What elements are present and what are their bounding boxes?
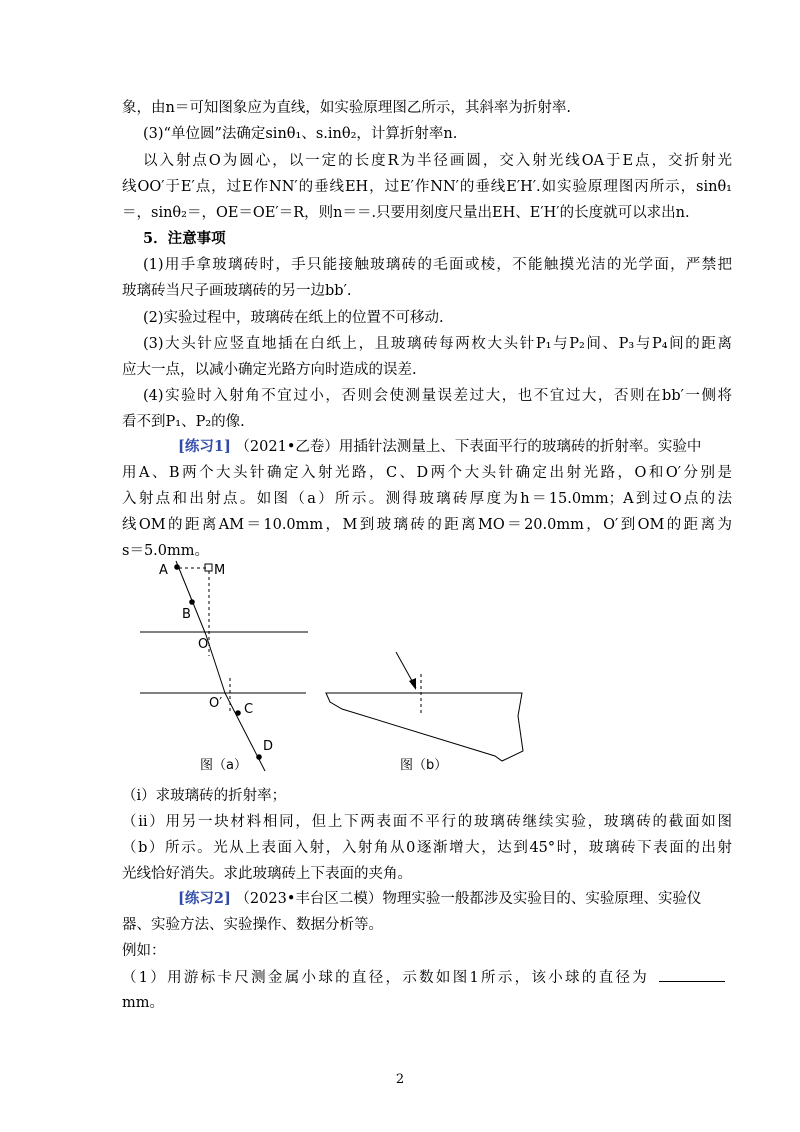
text-line: (1)用手拿玻璃砖时，手只能接触玻璃砖的毛面或棱，不能触摸光洁的光学面，严禁把	[143, 257, 732, 273]
text-line: 例如：	[122, 943, 166, 959]
pin-c	[235, 710, 241, 716]
text-line: （ⅰ）求玻璃砖的折射率；	[122, 788, 287, 804]
exercise-1-line	[178, 437, 732, 457]
text-line: 光线恰好消失。求此玻璃砖上下表面的夹角。	[122, 866, 412, 882]
arrow-head-icon	[409, 678, 416, 690]
pin-d	[256, 754, 262, 760]
text-line: (4)实验时入射角不宜过小，否则会使测量误差过大，也不宜过大，否则在bb′一侧将	[143, 388, 732, 404]
pin-b	[189, 599, 195, 605]
text-line: (2)实验过程中，玻璃砖在纸上的位置不可移动.	[143, 310, 444, 326]
text-line: （b）所示。光从上表面入射，入射角从0逐渐增大，达到45°时，玻璃砖下表面的出射	[122, 840, 732, 856]
answer-blank[interactable]	[659, 967, 725, 982]
text-line: ＝，sinθ₂＝，OE＝OE′＝R，则n＝＝.只要用刻度尺量出EH、E′H′的长度就可以求出n.	[122, 205, 690, 221]
label-b: B	[182, 607, 191, 622]
text-line: （ⅱ）用另一块材料相同，但上下两表面不平行的玻璃砖继续实验，玻璃砖的截面如图	[122, 814, 732, 830]
text-line: 线OO′于E′点，过E作NN′的垂线EH，过E′作NN′的垂线E′H′.如实验原理图丙所示，sinθ₁	[122, 179, 732, 195]
exercise-2-line	[178, 889, 701, 909]
text-line: s＝5.0mm。	[122, 543, 209, 559]
pin-a	[174, 564, 180, 570]
figure-svg	[130, 556, 530, 781]
label-c: C	[244, 702, 254, 717]
label-o: O	[198, 637, 209, 652]
figure-glass-refraction	[130, 556, 530, 781]
text-line: 入射点和出射点。如图（a）所示。测得玻璃砖厚度为h＝15.0mm；A到过O点的法	[122, 491, 732, 507]
caption-a: 图（a）	[200, 758, 247, 773]
text-line: (3)大头针应竖直地插在白纸上，且玻璃砖每两枚大头针P₁与P₂间、P₃与P₄间的距离	[143, 336, 732, 352]
text-line: 以入射点O为圆心，以一定的长度R为半径画圆，交入射光线OA于E点，交折射光	[143, 153, 732, 169]
label-a: A	[159, 563, 168, 578]
text-span: （2023•丰台区二模）物理实验一般都涉及实验目的、实验原理、实验仪	[235, 891, 702, 907]
text-line: (3)“单位圆”法确定sinθ₁、s.inθ₂，计算折射率n.	[143, 126, 458, 142]
glass-block-b	[326, 693, 523, 761]
label-o-prime: O′	[209, 696, 223, 711]
exercise-tag: [练习2]	[178, 890, 231, 907]
text-line: 应大一点，以减小确定光路方向时造成的误差.	[122, 362, 417, 378]
section-heading: 5．注意事项	[143, 230, 226, 247]
text-line: 看不到P₁、P₂的像.	[122, 414, 245, 430]
incident-ray	[176, 561, 206, 635]
text-line: 象，由n＝可知图象应为直线，如实验原理图乙所示，其斜率为折射率.	[122, 100, 571, 116]
right-angle-marker	[205, 564, 212, 571]
text-line: 线OM的距离AM＝10.0mm，M到玻璃砖的距离MO＝20.0mm，O′到OM的距离为	[122, 517, 732, 533]
label-m: M	[214, 563, 226, 578]
question-line	[122, 967, 662, 988]
text-line: 用A、B两个大头针确定入射光路，C、D两个大头针确定出射光路，O和O′分别是	[122, 465, 732, 481]
text-line: 玻璃砖当尺子画玻璃砖的另一边bb′.	[122, 283, 352, 299]
page-number: 2	[395, 1072, 405, 1087]
caption-b: 图（b）	[400, 758, 448, 773]
text-span: （2021•乙卷）用插针法测量上、下表面平行的玻璃砖的折射率。实验中	[235, 439, 702, 455]
text-span: （1）用游标卡尺测金属小球的直径，示数如图1所示，该小球的直径为	[122, 970, 650, 986]
label-d: D	[263, 739, 274, 754]
exercise-tag: [练习1]	[178, 438, 231, 455]
text-line: 器、实验方法、实验操作、数据分析等。	[122, 917, 383, 933]
text-line: mm。	[122, 995, 164, 1011]
